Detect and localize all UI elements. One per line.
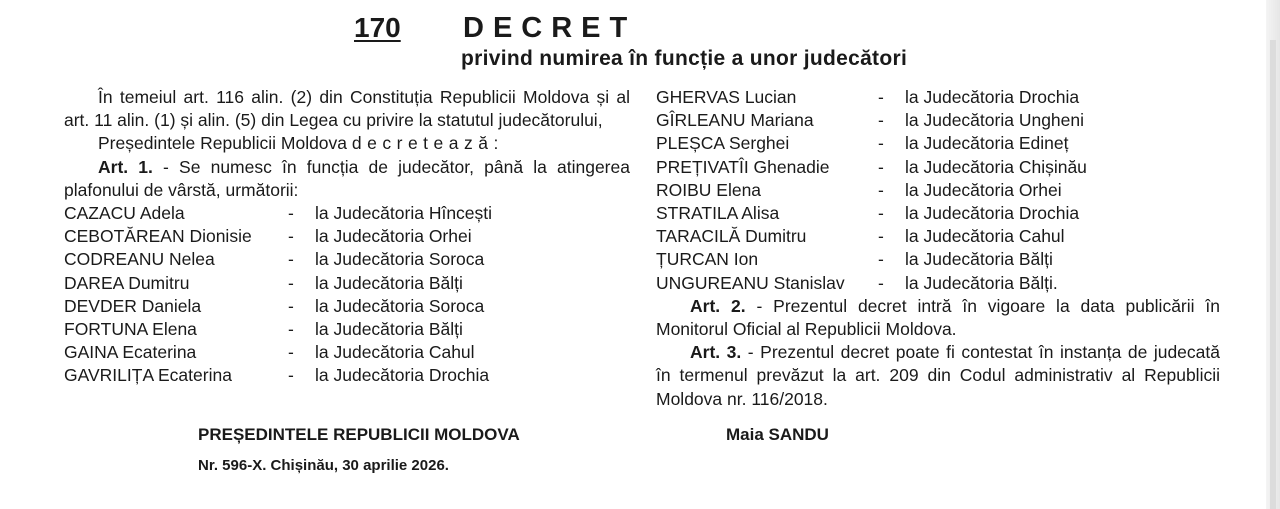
appointee-name: ȚURCAN Ion [656,249,759,270]
appointee-court: la Judecătoria Cahul [905,226,1065,247]
appointee-name: CAZACU Adela [64,203,185,224]
appointee-separator: - [288,249,294,270]
appointee-court: la Judecătoria Drochia [905,202,1080,223]
article-3 [656,341,1220,411]
left-column [64,86,630,388]
appointee-name: DAREA Dumitru [64,272,190,293]
appointee-separator: - [288,295,294,316]
appointee-name: GÎRLEANU Mariana [656,110,814,131]
appointee-name: GAVRILIȚA Ecaterina [64,365,232,386]
appointee-court: la Judecătoria Cahul [315,342,475,363]
appointee-court: la Judecătoria Bălți [905,249,1053,270]
right-column [656,86,1220,411]
decree-subtitle: privind numirea în funcție a unor judecători [461,47,908,70]
appointee-court: la Judecătoria Orhei [315,226,472,247]
appointee-name: DEVDER Daniela [64,295,202,316]
decree-line-prefix: Președintele Republicii Moldova [98,133,348,154]
appointee-court: la Judecătoria Chișinău [905,156,1087,177]
appointee-separator: - [878,226,884,247]
appointee-court: la Judecătoria Edineț [905,133,1069,154]
appointee-name: UNGUREANU Stanislav [656,272,845,293]
appointee-court: la Judecătoria Bălți [315,318,463,339]
appointee-name: STRATILA Alisa [656,202,780,223]
appointee-court: la Judecătoria Drochia [315,365,490,386]
article-3-text: - Prezentul decret poate fi contestat în instanța de judecată în termenul prevăzut la art. 209 din Codul administrativ al Republicii Moldova nr. 116/2018. [656,342,1220,409]
appointee-separator: - [878,110,884,131]
appointee-court: la Judecătoria Drochia [905,87,1080,107]
appointee-separator: - [878,87,884,107]
article-2-label: Art. 2. [690,295,746,316]
president-title: PREȘEDINTELE REPUBLICII MOLDOVA [198,425,520,444]
appointee-row [656,86,1220,109]
appointee-separator: - [288,272,294,293]
page-edge-inner [1270,40,1276,509]
appointee-row [656,179,1220,202]
appointee-separator: - [878,249,884,270]
appointee-name: GAINA Ecaterina [64,342,197,363]
preamble-paragraph: În temeiul art. 116 alin. (2) din Constituția Republicii Moldova și al art. 11 alin. (1) și alin. (5) din Legea cu privire la statutul judecătorului, [64,87,630,131]
appointee-name: FORTUNA Elena [64,318,197,339]
appointee-row [64,364,630,387]
appointee-row [656,272,1220,295]
article-2-text: - Prezentul decret intră în vigoare la data publicării în Monitorul Oficial al Republicii Moldova. [656,295,1220,339]
appointee-court: la Judecătoria Soroca [315,249,485,270]
appointee-row [64,248,630,271]
appointee-row [64,318,630,341]
appointee-name: GHERVAS Lucian [656,87,797,107]
appointee-row [64,341,630,364]
appointee-court: la Judecătoria Hîncești [315,203,493,224]
appointee-row [656,225,1220,248]
article-1-text: - Se numesc în funcția de judecător, până la atingerea plafonului de vârstă, următorii: [64,156,630,200]
article-2 [656,295,1220,341]
appointee-row [64,272,630,295]
decree-footer: Nr. 596-X. Chișinău, 30 aprilie 2026. [198,457,449,474]
decree-line [64,132,630,155]
appointee-name: PLEȘCA Serghei [656,133,790,154]
appointee-row [64,225,630,248]
appointee-separator: - [878,179,884,200]
appointee-row [656,132,1220,155]
appointee-separator: - [878,272,884,293]
appointee-row [64,295,630,318]
appointee-separator: - [878,202,884,223]
appointee-row [656,202,1220,225]
article-1-label: Art. 1. [98,156,153,177]
decree-title: DECRET [463,12,637,44]
appointee-name: PREȚIVATÎI Ghenadie [656,156,830,177]
appointee-court: la Judecătoria Orhei [905,179,1062,200]
appointee-separator: - [288,226,294,247]
appointee-court: la Judecătoria Bălți [315,272,463,293]
appointee-separator: - [878,133,884,154]
article-1 [64,156,630,202]
appointee-court: la Judecătoria Bălți. [905,272,1058,293]
appointee-name: CODREANU Nelea [64,249,215,270]
appointee-separator: - [288,342,294,363]
appointee-row [656,109,1220,132]
signer-name: Maia SANDU [726,425,829,444]
appointee-separator: - [288,203,294,224]
decree-number: 170 [354,12,401,43]
appointee-name: TARACILĂ Dumitru [656,226,807,247]
appointee-court: la Judecătoria Soroca [315,295,485,316]
appointee-separator: - [288,365,294,386]
article-3-label: Art. 3. [690,342,742,363]
appointees-right-list [656,86,1220,295]
appointee-row [656,248,1220,271]
decree-line-word: decretează: [351,133,504,154]
appointee-separator: - [878,156,884,177]
appointee-name: ROIBU Elena [656,179,762,200]
appointee-name: CEBOTĂREAN Dionisie [64,226,252,247]
appointee-separator: - [288,318,294,339]
appointee-row [64,202,630,225]
appointees-left-list [64,202,630,388]
page-edge-shadow [1266,0,1280,509]
appointee-court: la Judecătoria Ungheni [905,110,1085,131]
appointee-row [656,156,1220,179]
